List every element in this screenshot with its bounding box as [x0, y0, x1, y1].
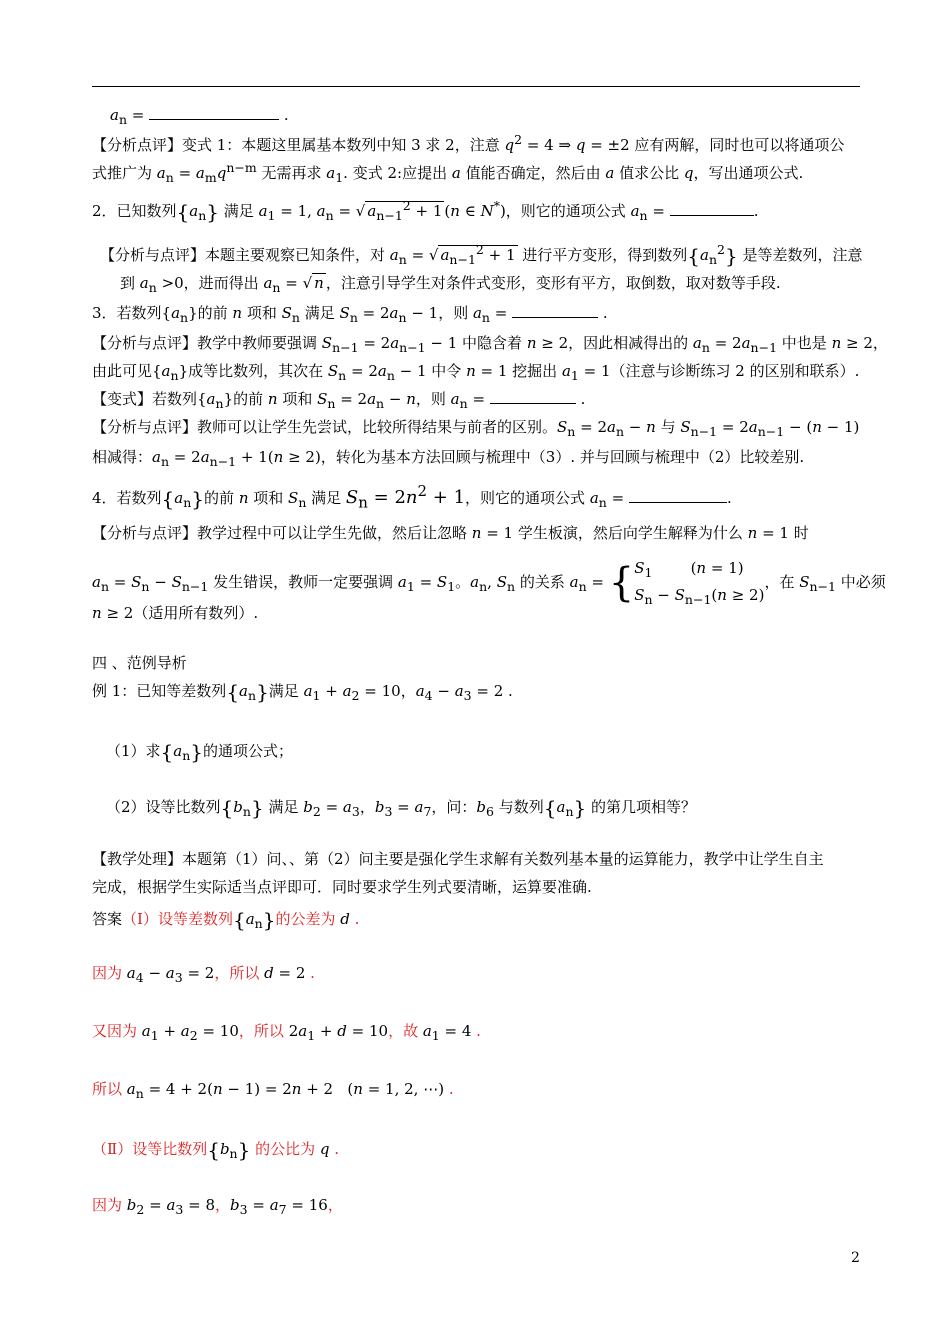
text-line: 【分析与点评】教师可以让学生先尝试，比较所得结果与前者的区别。$S_n = 2a_n - n$ 与 $S_{n-1} = 2a_{n-1} - (n - 1)$: [92, 418, 860, 439]
text-line: $a_n$ = .: [110, 106, 289, 127]
text-line: 到 $a_n >0$，进而得出 $a_n$ = √ n ，注意引导学生对条件式变形，变形有平方，取倒数，取对数等手段.: [120, 274, 781, 295]
page-number: 2: [851, 1250, 860, 1266]
text-line: 例 1：已知等差数列$\{a_n\}$满足 $a_1 + a_2 = 10$，$a_4 - a_3 = 2$ .: [92, 680, 513, 704]
text-line: 【分析与点评】教学中教师要强调 $S_{n-1} = 2a_{n-1} - 1$ 中隐含着 n ≥ 2，因此相减得出的 $a_n = 2a_{n-1}$ 中也是 n ≥ 2，: [92, 334, 888, 355]
text-line: 【分析点评】变式 1：本题这里属基本数列中知 3 求 2，注意 $q^2 = 4$ ⇒ q = ±2 应有两解，同时也可以将通项公: [92, 132, 845, 154]
text-line: 【变式】若数列$\{a_n\}$的前 n 项和 $S_n = 2a_n - n$，则 $a_n$ = .: [92, 390, 586, 411]
text-line: 由此可见$\{a_n\}$成等比数列，其次在 $S_n = 2a_n - 1$ 中令 n = 1 挖掘出 $a_1 = 1$（注意与诊断练习 2 的区别和联系）.: [92, 362, 860, 383]
text-line: 3．若数列$\{a_n\}$的前 n 项和 $S_n$ 满足 $S_n = 2a_n - 1$，则 $a_n$ = .: [92, 304, 608, 325]
section-heading: 四 、范例导析: [92, 654, 187, 672]
text-line: 【教学处理】本题第（1）问、、第（2）问主要是强化学生求解有关数列基本量的运算能力，教学中让学生自主: [92, 850, 824, 868]
answer-line: （Ⅱ）设等比数列$\{b_n\}$ 的公比为 q .: [92, 1138, 340, 1162]
answer-line: 又因为 $a_1 + a_2 = 10$，所以 $2a_1 + d = 10$，故 $a_1 = 4$ .: [92, 1022, 481, 1043]
answer-line: 因为 $a_4 - a_3 = 2$，所以 d = 2 .: [92, 964, 315, 985]
text-line: （2）设等比数列$\{b_n\}$ 满足 $b_2 = a_3$，$b_3 = a_7$，问：$b_6$ 与数列$\{a_n\}$ 的第几项相等？: [106, 796, 697, 820]
text-line: 2．已知数列$\{a_n\}$ 满足 $a_1 = 1$, $a_n$ = √ $a_{n-1}^2 + 1$ (n ∈ N*)，则它的通项公式 $a_n$ = .: [92, 198, 759, 224]
text-line: $a_n = S_n - S_{n-1}$ 发生错误，教师一定要强调 $a_1 = S_1$。$a_n$, $S_n$ 的关系 $a_n = \{S_1$ (n = 1) $S_n - S_{n-1}(n \ge 2)$，在 $S_{n-1}$ 中必须: [92, 556, 886, 610]
answer-line: 因为 $b_2 = a_3 = 8$，$b_3 = a_7 = 16$，: [92, 1196, 343, 1217]
text-line: 式推广为 $a_n = a_mq^{n-m}$ 无需再求 $a_1$. 变式 2:应提出 a 值能否确定，然后由 a 值求公比 q，写出通项公式.: [92, 160, 804, 185]
text-line: 4．若数列$\{a_n\}$的前 n 项和 $S_n$ 满足 $S_n = 2n^2 + 1$，则它的通项公式 $a_n$ = .: [92, 482, 732, 512]
text-line: 完成，根据学生实际适当点评即可．同时要求学生列式要清晰，运算要准确.: [92, 878, 592, 896]
header-rule: [92, 86, 860, 87]
answer-line: 答案（Ⅰ）设等差数列$\{a_n\}$的公差为 d .: [92, 908, 360, 932]
answer-line: 所以 $a_n = 4 + 2(n - 1) = 2n + 2$ (n = 1, 2, ⋯) .: [92, 1080, 454, 1101]
text-line: 【分析与点评】本题主要观察已知条件，对 $a_n$ = √ $a_{n-1}^2 + 1$ 进行平方变形，得到数列$\{a_n^2\}$ 是等差数列，注意: [100, 242, 863, 268]
text-line: n ≥ 2（适用所有数列）.: [92, 604, 259, 622]
text-line: 【分析与点评】教学过程中可以让学生先做，然后让忽略 n = 1 学生板演，然后向学生解释为什么 n = 1 时: [92, 524, 809, 542]
text-line: （1）求$\{a_n\}$的通项公式；: [106, 740, 294, 764]
piecewise-system: {$S_1$ (n = 1) $S_n - S_{n-1}(n \ge 2)$: [608, 559, 765, 607]
text-line: 相减得：$a_n = 2a_{n-1} + 1(n \ge 2)$，转化为基本方法回顾与梳理中（3）. 并与回顾与梳理中（2）比较差别.: [92, 448, 805, 469]
